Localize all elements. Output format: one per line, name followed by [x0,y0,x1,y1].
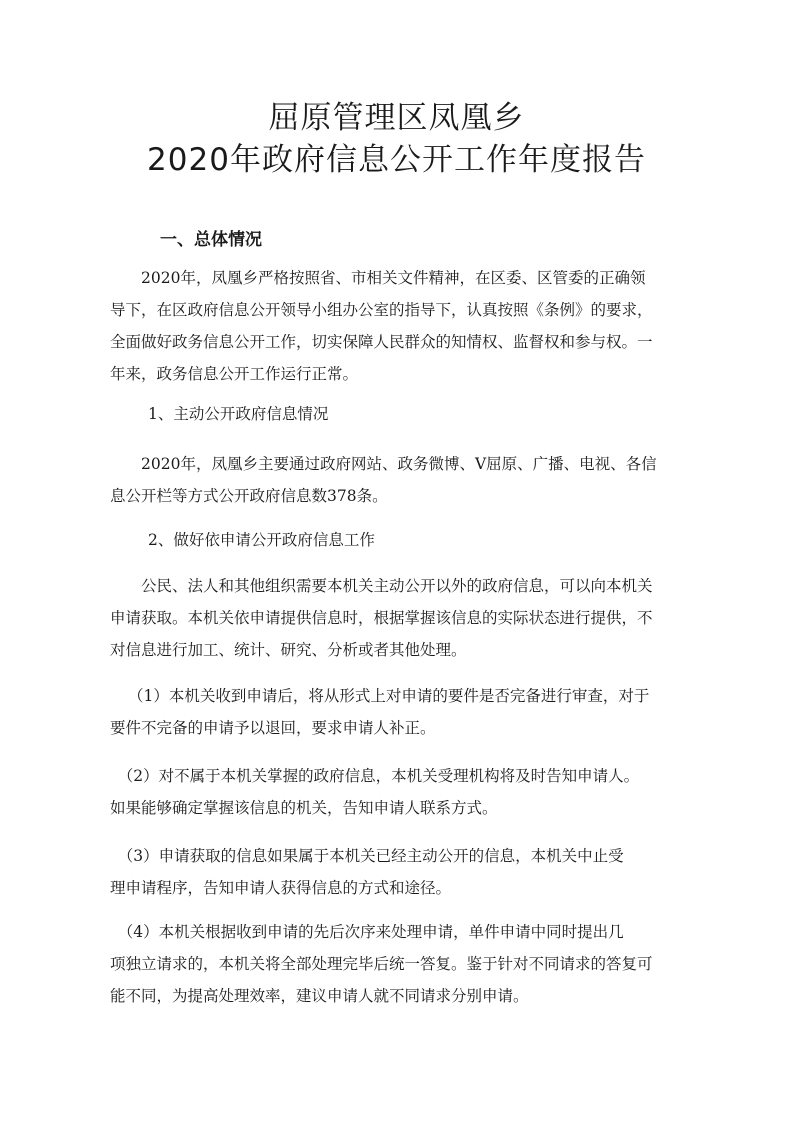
paragraph-line: 全面做好政务信息公开工作，切实保障人民群众的知情权、监督权和参与权。一 [110,333,653,351]
subsection-heading-application-disclosure: 2、做好依申请公开政府信息工作 [148,531,375,549]
paragraph-line: 年来，政务信息公开工作运行正常。 [110,365,359,383]
paragraph-line: （3）申请获取的信息如果属于本机关已经主动公开的信息，本机关中止受 [110,847,624,865]
list-item-4 [110,916,675,1012]
paragraph-line: 项独立请求的，本机关将全部处理完毕后统一答复。鉴于针对不同请求的答复可 [110,955,653,973]
document-title-line-1: 屈原管理区凤凰乡 [268,100,525,136]
paragraph-line: 对信息进行加工、统计、研究、分析或者其他处理。 [110,641,467,659]
list-item-3 [110,840,675,904]
document-title-line-2: 2020年政府信息公开工作年度报告 [147,142,646,178]
application-disclosure-paragraph [110,570,675,666]
proactive-disclosure-paragraph [110,448,675,512]
paragraph-line: 如果能够确定掌握该信息的机关，告知申请人联系方式。 [110,799,498,817]
paragraph-line: 申请获取。本机关依申请提供信息时，根据掌握该信息的实际状态进行提供，不 [110,609,653,627]
paragraph-line: 息公开栏等方式公开政府信息数378条。 [110,487,388,505]
intro-paragraph [110,262,675,390]
paragraph-line: 导下，在区政府信息公开领导小组办公室的指导下，认真按照《条例》的要求， [110,301,653,319]
list-item-1 [110,680,676,744]
list-item-2 [110,760,675,824]
paragraph-line: 理申请程序，告知申请人获得信息的方式和途径。 [110,879,452,897]
paragraph-line: 2020年，凤凰乡主要通过政府网站、政务微博、V屈原、广播、电视、各信 [110,455,657,473]
paragraph-line: 要件不完备的申请予以退回，要求申请人补正。 [110,719,436,737]
paragraph-line: 公民、法人和其他组织需要本机关主动公开以外的政府信息，可以向本机关 [110,577,653,595]
paragraph-line: （2）对不属于本机关掌握的政府信息，本机关受理机构将及时告知申请人。 [110,767,640,785]
paragraph-line: （4）本机关根据收到申请的先后次序来处理申请，单件申请中同时提出几 [110,923,624,941]
subsection-heading-proactive-disclosure: 1、主动公开政府信息情况 [148,405,329,423]
section-heading-overview: 一、总体情况 [160,230,262,250]
paragraph-line: 能不同，为提高处理效率，建议申请人就不同请求分别申请。 [110,987,529,1005]
paragraph-line: 2020年，凤凰乡严格按照省、市相关文件精神，在区委、区管委的正确领 [110,269,646,287]
paragraph-line: （1）本机关收到申请后，将从形式上对申请的要件是否完备进行审查，对于 [128,687,650,705]
